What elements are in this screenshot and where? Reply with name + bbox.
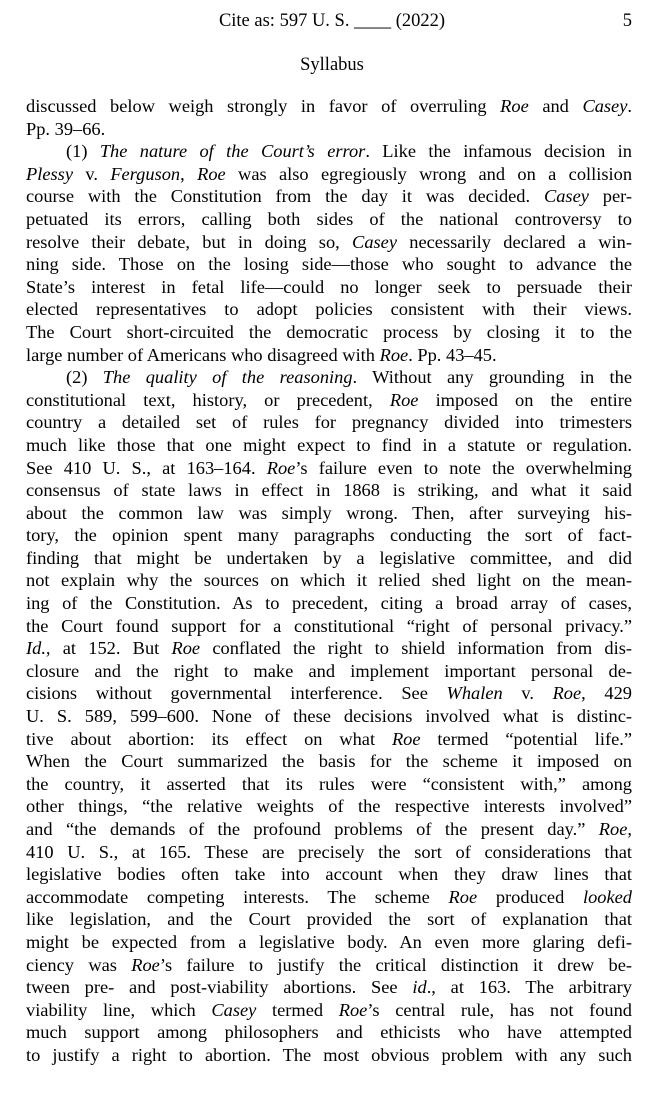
text-line: other things, “the relative weights of the respective interests involved”	[26, 796, 632, 817]
text-line: about the common law was simply wrong. Then, after surveying his-	[26, 502, 632, 523]
text-line: like legislation, and the Court provided the sort of explanation that	[26, 909, 632, 930]
text-line: not explain why the sources on which it relied shed light on the mean-	[26, 570, 632, 591]
running-header	[0, 9, 664, 33]
text-line: course with the Constitution from the day it was decided. Casey per-	[26, 186, 632, 207]
section-title: Syllabus	[300, 55, 364, 75]
text-line: the country, it asserted that its rules were “consistent with,” among	[26, 773, 632, 794]
text-line: ing of the Constitution. As to precedent, citing a broad array of cases,	[26, 593, 632, 614]
text-line: legislative bodies often take into account when they draw lines that	[26, 864, 632, 885]
text-line: constitutional text, history, or precedent, Roe imposed on the entire	[26, 389, 633, 410]
text-line: ning side. Those on the losing side—those who sought to advance the	[26, 254, 632, 275]
text-line: consensus of state laws in effect in 1868 is striking, and what it said	[26, 480, 632, 501]
text-line: accommodate competing interests. The scheme Roe produced looked	[26, 886, 632, 907]
text-line: ciency was Roe’s failure to justify the critical distinction it drew be-	[26, 954, 632, 975]
text-line: The Court short-circuited the democratic process by closing it to the	[26, 321, 632, 342]
text-line: petuated its errors, calling both sides of the national controversy to	[26, 208, 632, 229]
text-line: the Court found support for a constitutional “right of personal privacy.”	[26, 615, 632, 636]
text-line: U. S. 589, 599–600. None of these decisions involved what is distinc-	[26, 706, 632, 727]
text-line: might be expected from a legislative body. An even more glaring defi-	[26, 931, 632, 952]
text-line: (1) The nature of the Court’s error. Like the infamous decision in	[66, 141, 632, 162]
text-line: elected representatives to adopt policies consistent with their views.	[26, 299, 632, 320]
text-line: discussed below weigh strongly in favor of overruling Roe and Casey.	[26, 96, 632, 116]
text-line: to justify a right to abortion. The most obvious problem with any such	[26, 1044, 632, 1065]
text-line: cisions without governmental interference. See Whalen v. Roe, 429	[26, 683, 632, 704]
text-line: finding that might be undertaken by a legislative committee, and did	[26, 547, 632, 568]
text-line: Plessy v. Ferguson, Roe was also egregiously wrong and on a collision	[26, 163, 633, 184]
syllabus-body-text	[26, 95, 632, 1067]
text-line: tive about abortion: its effect on what Roe termed “potential life.”	[26, 728, 632, 749]
text-line: much support among philosophers and ethicists who have attempted	[26, 1022, 632, 1043]
text-line: 410 U. S., at 165. These are precisely the sort of considerations that	[26, 841, 632, 862]
text-line: State’s interest in fetal life—could no longer seek to persuade their	[26, 276, 632, 297]
text-line: tween pre- and post-viability abortions. See id., at 163. The arbitrary	[26, 977, 632, 998]
citation-header: Cite as: 597 U. S. ____ (2022)	[218, 11, 446, 31]
text-line: Id., at 152. But Roe conflated the right to shield information from dis-	[26, 638, 633, 659]
text-line: When the Court summarized the basis for the scheme it imposed on	[26, 751, 632, 772]
page-number: 5	[622, 11, 632, 31]
text-line: and “the demands of the profound problems of the present day.” Roe,	[26, 819, 632, 839]
text-line: viability line, which Casey termed Roe’s central rule, has not found	[26, 999, 632, 1020]
text-line: large number of Americans who disagreed with Roe. Pp. 43–45.	[26, 344, 497, 365]
text-line: country a detailed set of rules for pregnancy divided into trimesters	[26, 412, 632, 433]
text-line: much like those that one might expect to find in a statute or regulation.	[26, 434, 632, 455]
text-line: tory, the opinion spent many paragraphs conducting the sort of fact-	[26, 525, 632, 546]
text-line: (2) The quality of the reasoning. Without any grounding in the	[66, 367, 632, 388]
text-line: See 410 U. S., at 163–164. Roe’s failure even to note the overwhelming	[26, 457, 632, 478]
text-line: resolve their debate, but in doing so, Casey necessarily declared a win-	[26, 231, 632, 252]
text-line: closure and the right to make and implement important personal de-	[26, 660, 632, 681]
text-line: Pp. 39–66.	[26, 118, 106, 139]
